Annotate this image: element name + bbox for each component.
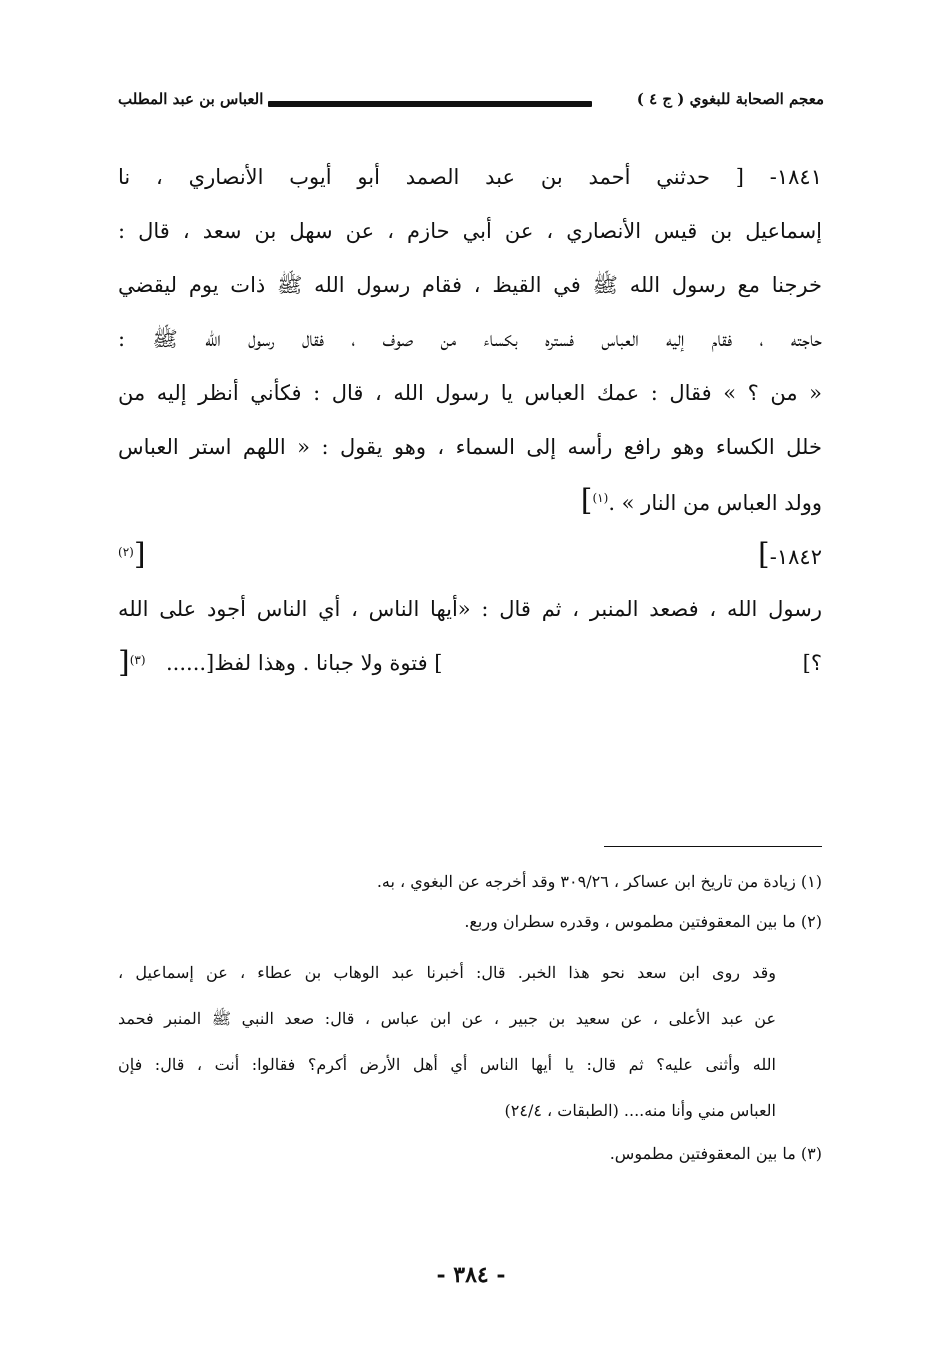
- entry-1842-gap-end: [118, 528, 146, 584]
- text-line: خرجنا مع رسول الله ﷺ في القيظ ، فقام رسول الله ﷺ ذات يوم ليقضي: [118, 273, 822, 297]
- footnote-line: عن عبد الأعلى ، عن سعيد بن جبير ، عن ابن عباس ، قال: صعد النبي ﷺ المنبر فحمد: [118, 1009, 776, 1028]
- text-line: رسول الله ، فصعد المنبر ، ثم قال : «أيها الناس ، أي الناس أجود على الله: [118, 597, 822, 621]
- footnote-line: وقد روى ابن سعد نحو هذا الخبر. قال: أخبرنا عبد الوهاب بن عطاء ، عن إسماعيل ،: [118, 963, 776, 982]
- footnote-ref-1: (١): [592, 491, 609, 505]
- header-rule: [268, 101, 592, 107]
- entry-1842: [118, 528, 822, 690]
- footnote-1: (١) زيادة من تاريخ ابن عساكر ، ٣٠٩/٢٦ وقد أخرجه عن البغوي ، به.: [376, 872, 822, 891]
- section-title: العباس بن عبد المطلب: [118, 90, 264, 108]
- entry-number: ١٨٤٢-: [769, 545, 822, 569]
- last-line-text: وولد العباس من النار » .: [608, 491, 822, 515]
- line3-left: [118, 636, 146, 692]
- text-line-last: [118, 474, 822, 528]
- gap-bracket: [: [133, 537, 146, 572]
- footnote-line: الله وأثنى عليه؟ ثم قال: يا أيها الناس أي أهل الأرض أكرم؟ فقالوا: أنت ، قال: فإن: [118, 1055, 776, 1074]
- text-line: إسماعيل بن قيس الأنصاري ، عن أبي حازم ، عن سهل بن سعد ، قال :: [118, 219, 822, 243]
- text-line: خلل الكساء وهو رافع رأسه إلى السماء ، وهو يقول : « اللهم استر العباس: [118, 435, 822, 459]
- footnote-ref-3: (٣): [129, 653, 146, 667]
- entry-1842-heading: [118, 528, 822, 582]
- entry-1841: [118, 150, 822, 528]
- footnote-line: العباس مني وأنا منه.... (الطبقات ، ٢٤/٤): [504, 1101, 776, 1120]
- text-line: « من ؟ » فقال : عمك العباس يا رسول الله ، قال : فكأني أنظر إليه من: [118, 381, 822, 405]
- footnote-2-quote: [118, 950, 822, 1134]
- entry-1842-line3: [118, 636, 822, 690]
- running-header: [118, 88, 824, 120]
- page-number: - ٣٨٤ -: [436, 1262, 506, 1288]
- text-line: ١٨٤١- [ حدثني أحمد بن عبد الصمد أبو أيوب الأنصاري ، نا: [118, 165, 822, 189]
- text-line: حاجته ، فقام إليه العباس فستره بكساء من صوف ، فقال رسول الله ﷺ :: [118, 327, 822, 351]
- book-title: معجم الصحابة للبغوي ( ج ٤ ): [636, 90, 824, 108]
- gap-bracket-3: [: [118, 645, 130, 680]
- close-bracket: ]: [580, 483, 593, 518]
- footnotes: [118, 862, 822, 1174]
- entry-1842-number-wrap: [758, 528, 822, 584]
- question-mark: ؟]: [802, 651, 822, 675]
- open-bracket: ]: [758, 537, 770, 572]
- footnote-rule: [604, 846, 822, 847]
- footnote-2: (٢) ما بين المعقوفتين مطموس ، وقدره سطران وربع.: [464, 912, 822, 931]
- footnote-ref-2: (٢): [118, 545, 134, 559]
- line3-text: ] فتوة ولا جبانا . وهذا لفظ[......: [166, 651, 443, 675]
- main-text: [118, 150, 822, 690]
- footnote-3: (٣) ما بين المعقوفتين مطموس.: [609, 1144, 822, 1163]
